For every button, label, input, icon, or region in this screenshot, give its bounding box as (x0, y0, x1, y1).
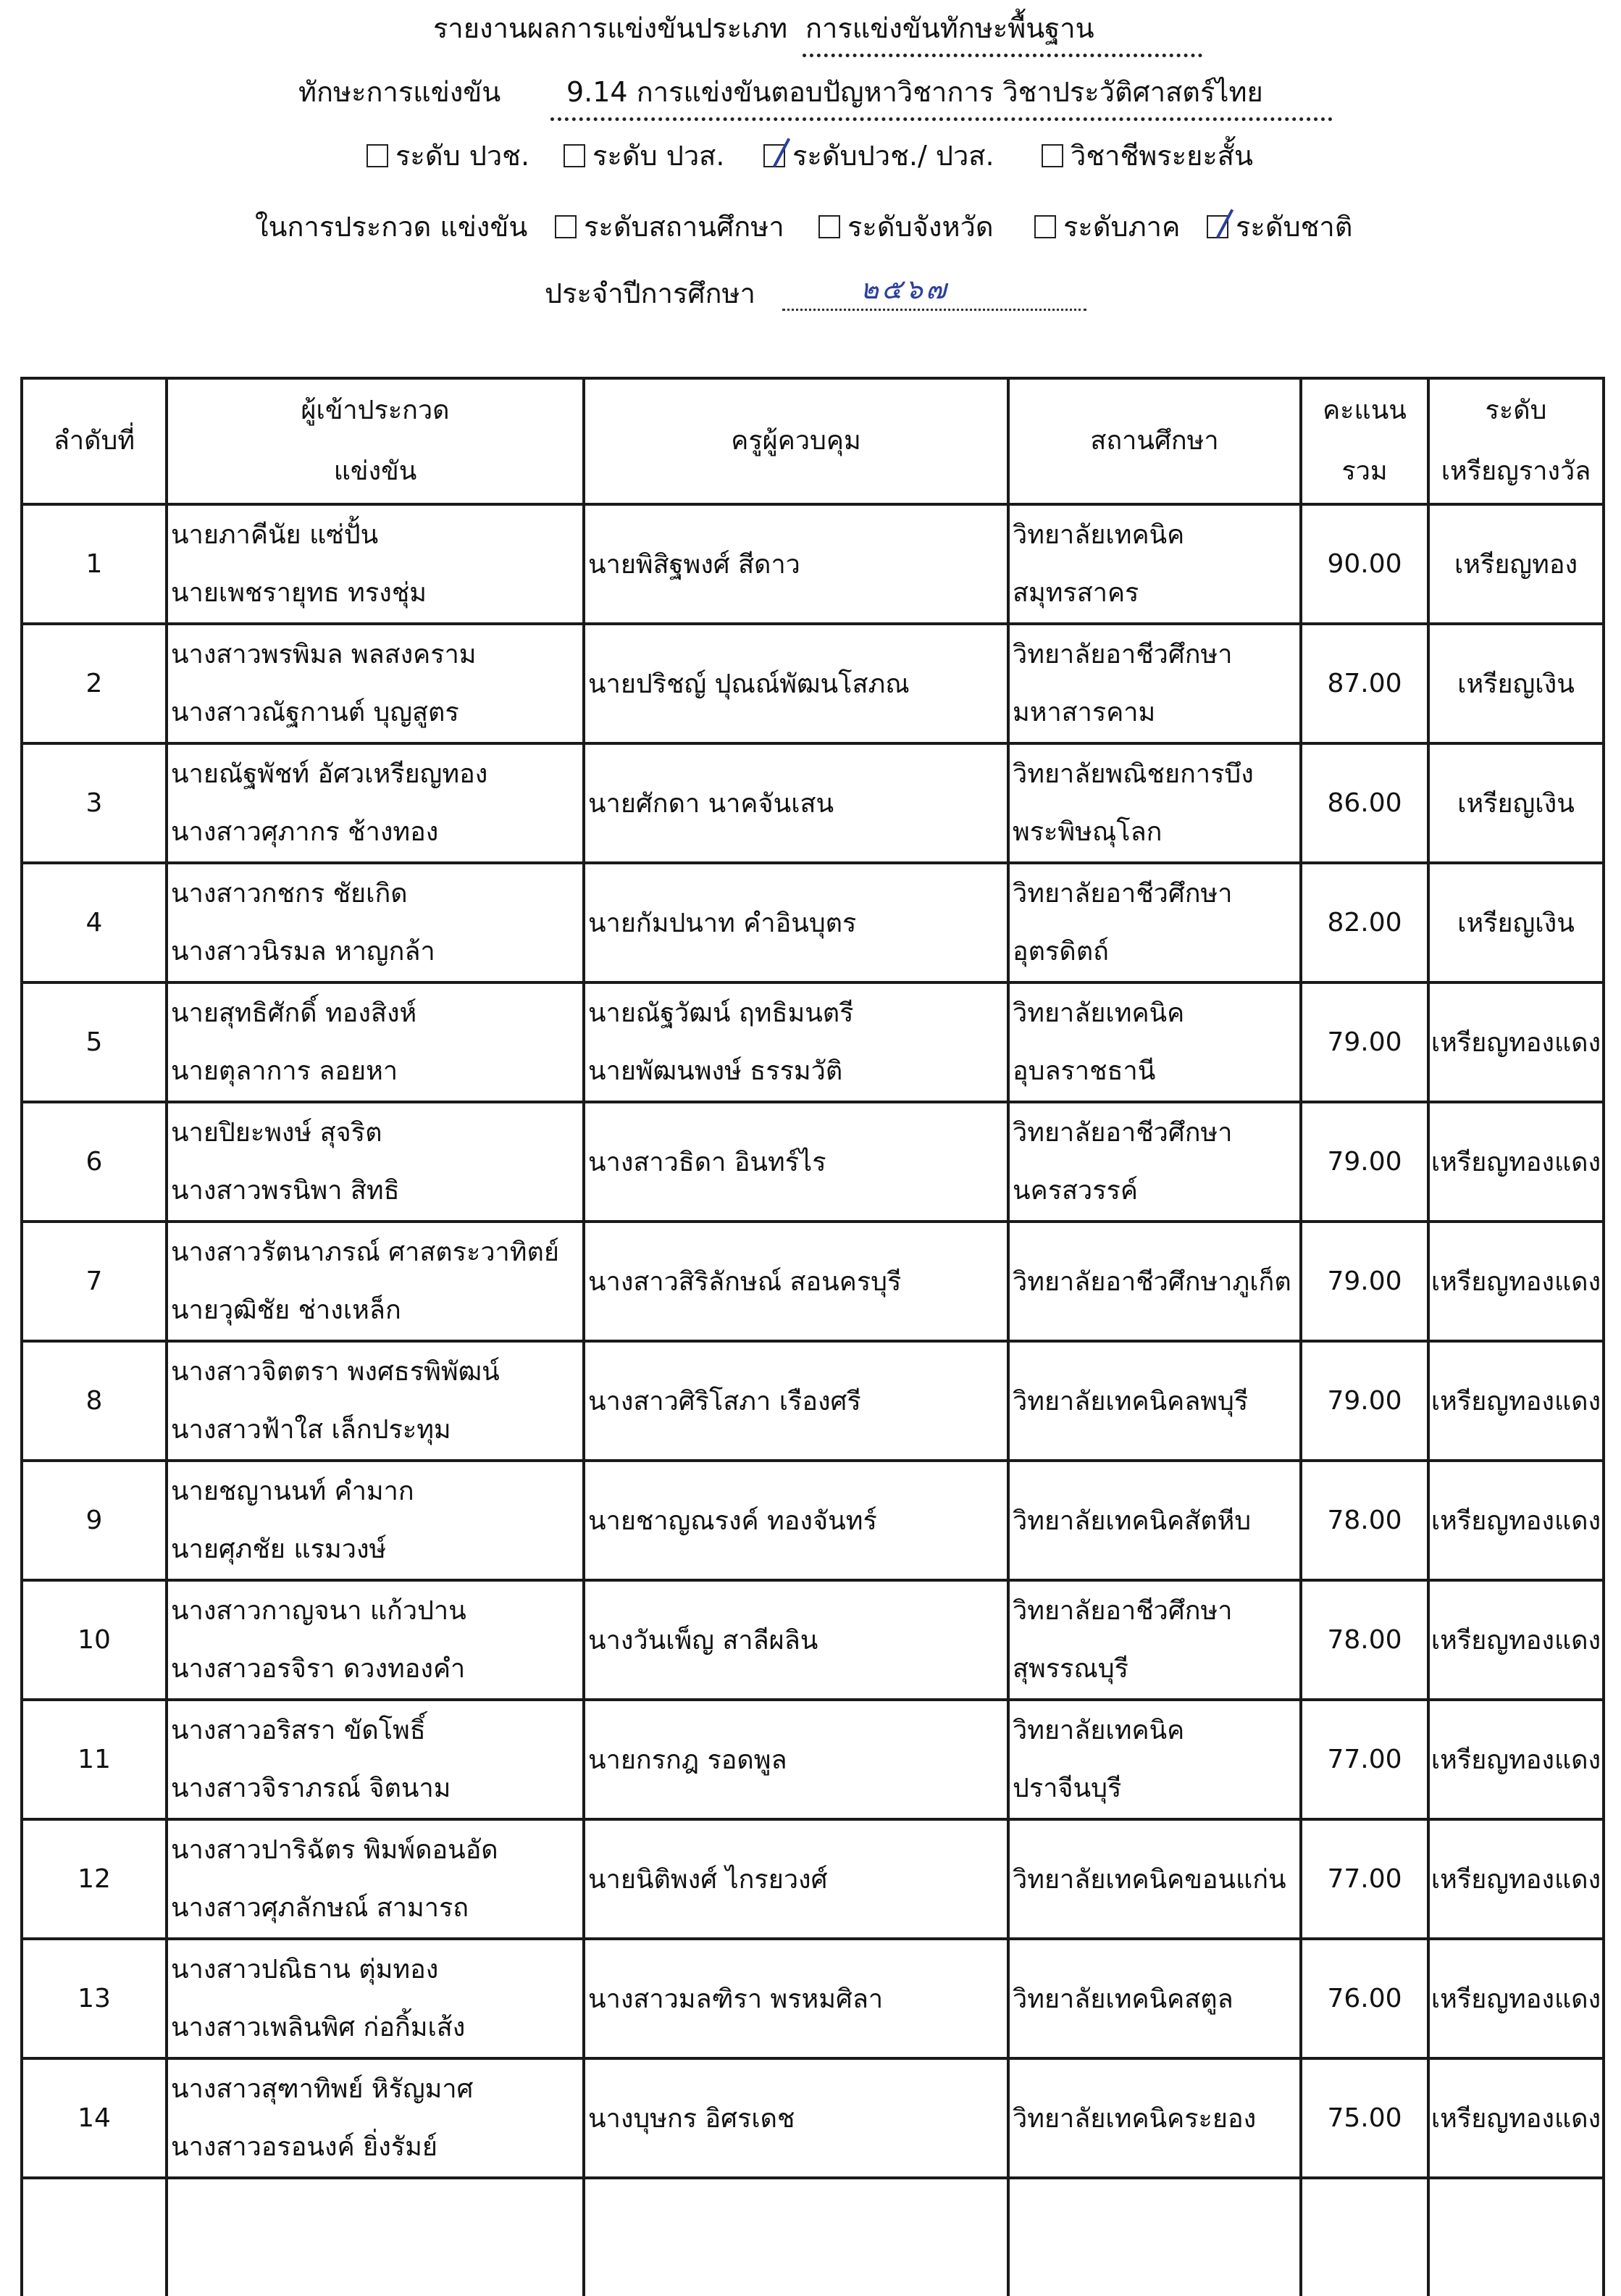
empty-cell (167, 2178, 584, 2296)
total-score: 75.00 (1301, 2058, 1428, 2178)
teacher-names: นางวันเพ็ญ สาลีผลิน (584, 1580, 1008, 1700)
school-name: วิทยาลัยเทคนิคลพบุรี (1008, 1341, 1301, 1461)
school-name: วิทยาลัยเทคนิค สมุทรสาคร (1008, 504, 1301, 624)
total-score: 79.00 (1301, 1222, 1428, 1341)
row-number: 14 (22, 2058, 167, 2178)
report-type-value: การแข่งขันทักษะพื้นฐาน (805, 12, 1094, 44)
award-level: เหรียญทองแดง (1428, 1461, 1604, 1580)
contest-option-national[interactable]: ระดับชาติ (1207, 204, 1352, 249)
award-level: เหรียญทองแดง (1428, 1700, 1604, 1819)
award-level: เหรียญเงิน (1428, 863, 1604, 982)
skill-value: 9.14 การแข่งขันตอบปัญหาวิชาการ วิชาประวัติศาสตร์ไทย (566, 76, 1263, 108)
total-score: 90.00 (1301, 504, 1428, 624)
row-number: 8 (22, 1341, 167, 1461)
total-score: 77.00 (1301, 1819, 1428, 1939)
school-name: วิทยาลัยอาชีวศึกษา สุพรรณบุรี (1008, 1580, 1301, 1700)
teacher-names: นายศักดา นาคจันเสน (584, 743, 1008, 863)
row-number: 3 (22, 743, 167, 863)
award-level: เหรียญทอง (1428, 504, 1604, 624)
checkbox-icon[interactable] (1042, 144, 1063, 167)
school-name: วิทยาลัยเทคนิคขอนแก่น (1008, 1819, 1301, 1939)
empty-cell (22, 2178, 167, 2296)
school-name: วิทยาลัยพณิชยการบึง พระพิษณุโลก (1008, 743, 1301, 863)
school-name: วิทยาลัยเทคนิคสตูล (1008, 1939, 1301, 2058)
table-row (22, 1461, 1604, 1580)
total-score: 78.00 (1301, 1461, 1428, 1580)
teacher-names: นางบุษกร อิศรเดช (584, 2058, 1008, 2178)
table-row (22, 504, 1604, 624)
checkbox-icon[interactable] (564, 144, 585, 167)
row-number: 9 (22, 1461, 167, 1580)
dotted-underline (803, 54, 1202, 57)
col-header-number: ลำดับที่ (22, 378, 167, 504)
contestant-names: นางสาวอริสรา ขัดโพธิ์ นางสาวจิราภรณ์ จิตนาม (167, 1700, 584, 1819)
table-row-partial (22, 2178, 1604, 2296)
checked-checkbox-icon[interactable] (763, 144, 785, 167)
contest-label: ในการประกวด แข่งขัน (255, 211, 528, 243)
table-row (22, 1580, 1604, 1700)
award-level: เหรียญทองแดง (1428, 2058, 1604, 2178)
level-option-high-vocational-cert[interactable]: ระดับ ปวส. (564, 133, 724, 178)
award-level: เหรียญเงิน (1428, 624, 1604, 743)
checkbox-icon[interactable] (1034, 215, 1056, 238)
checkbox-icon[interactable] (555, 215, 577, 238)
row-number: 11 (22, 1700, 167, 1819)
total-score: 79.00 (1301, 1341, 1428, 1461)
empty-cell (1008, 2178, 1301, 2296)
contest-option-school[interactable]: ระดับสถานศึกษา (555, 204, 784, 249)
total-score: 87.00 (1301, 624, 1428, 743)
report-type-label: รายงานผลการแข่งขันประเภท (433, 12, 788, 44)
contestant-names: นายสุทธิศักดิ์ ทองสิงห์ นายตุลาการ ลอยหา (167, 982, 584, 1102)
teacher-names: นายปริชญ์ ปุณณ์พัฒนโสภณ (584, 624, 1008, 743)
contestant-names: นางสาวรัตนาภรณ์ ศาสตระวาทิตย์ นายวุฒิชัย ช่างเหล็ก (167, 1222, 584, 1341)
table-row (22, 863, 1604, 982)
row-number: 6 (22, 1102, 167, 1222)
contestant-names: นางสาวกชกร ชัยเกิด นางสาวนิรมล หาญกล้า (167, 863, 584, 982)
level-option-short-course[interactable]: วิชาชีพระยะสั้น (1042, 133, 1253, 178)
award-level: เหรียญทองแดง (1428, 1341, 1604, 1461)
teacher-names: นายณัฐวัฒน์ ฤทธิมนตรี นายพัฒนพงษ์ ธรรมวัติ (584, 982, 1008, 1102)
award-level: เหรียญทองแดง (1428, 1222, 1604, 1341)
results-table (20, 377, 1605, 2296)
total-score: 78.00 (1301, 1580, 1428, 1700)
empty-cell (1301, 2178, 1428, 2296)
dotted-underline (550, 117, 1333, 121)
contestant-names: นางสาวปาริฉัตร พิมพ์ดอนอัด นางสาวศุภลักษณ์ สามารถ (167, 1819, 584, 1939)
school-name: วิทยาลัยเทคนิค ปราจีนบุรี (1008, 1700, 1301, 1819)
row-number: 12 (22, 1819, 167, 1939)
level-option-both[interactable]: ระดับปวช./ ปวส. (763, 133, 994, 178)
table-row (22, 1700, 1604, 1819)
award-level: เหรียญทองแดง (1428, 982, 1604, 1102)
award-level: เหรียญทองแดง (1428, 1819, 1604, 1939)
year-label: ประจำปีการศึกษา (545, 277, 755, 309)
col-header-school: สถานศึกษา (1008, 378, 1301, 504)
award-level: เหรียญเงิน (1428, 743, 1604, 863)
checkbox-icon[interactable] (366, 144, 388, 167)
table-row (22, 1222, 1604, 1341)
contest-option-province[interactable]: ระดับจังหวัด (818, 204, 994, 249)
table-row (22, 1341, 1604, 1461)
school-name: วิทยาลัยอาชีวศึกษา อุตรดิตถ์ (1008, 863, 1301, 982)
school-name: วิทยาลัยเทคนิคระยอง (1008, 2058, 1301, 2178)
checkbox-icon[interactable] (818, 215, 840, 238)
row-number: 13 (22, 1939, 167, 2058)
award-level: เหรียญทองแดง (1428, 1580, 1604, 1700)
total-score: 79.00 (1301, 982, 1428, 1102)
teacher-names: นางสาวมลฑิรา พรหมศิลา (584, 1939, 1008, 2058)
teacher-names: นางสาวศิริโสภา เรืองศรี (584, 1341, 1008, 1461)
total-score: 79.00 (1301, 1102, 1428, 1222)
total-score: 76.00 (1301, 1939, 1428, 2058)
year-value: ๒๕๖๗ (860, 273, 950, 305)
table-row (22, 743, 1604, 863)
checked-checkbox-icon[interactable] (1207, 215, 1228, 238)
school-name: วิทยาลัยอาชีวศึกษา นครสวรรค์ (1008, 1102, 1301, 1222)
table-header-row (22, 378, 1604, 504)
table-row (22, 624, 1604, 743)
teacher-names: นายพิสิฐพงศ์ สีดาว (584, 504, 1008, 624)
col-header-contestants: ผู้เข้าประกวด แข่งขัน (167, 378, 584, 504)
empty-cell (584, 2178, 1008, 2296)
row-number: 1 (22, 504, 167, 624)
contestant-names: นายชญานนท์ คำมาก นายศุภชัย แรมวงษ์ (167, 1461, 584, 1580)
award-level: เหรียญทองแดง (1428, 1939, 1604, 2058)
teacher-names: นางสาวธิดา อินทร์ไร (584, 1102, 1008, 1222)
contestant-names: นายภาคีนัย แซ่ปั้น นายเพชรายุทธ ทรงชุ่ม (167, 504, 584, 624)
row-number: 2 (22, 624, 167, 743)
col-header-award: ระดับ เหรียญรางวัล (1428, 378, 1604, 504)
row-number: 7 (22, 1222, 167, 1341)
teacher-names: นายกัมปนาท คำอินบุตร (584, 863, 1008, 982)
col-header-teacher: ครูผู้ควบคุม (584, 378, 1008, 504)
row-number: 10 (22, 1580, 167, 1700)
contestant-names: นางสาวปณิธาน ตุ่มทอง นางสาวเพลินพิศ ก่อกิ้มเส้ง (167, 1939, 584, 2058)
level-option-vocational-cert[interactable]: ระดับ ปวช. (366, 133, 529, 178)
school-name: วิทยาลัยอาชีวศึกษา มหาสารคาม (1008, 624, 1301, 743)
total-score: 77.00 (1301, 1700, 1428, 1819)
col-header-score: คะแนน รวม (1301, 378, 1428, 504)
table-row (22, 1102, 1604, 1222)
teacher-names: นางสาวสิริลักษณ์ สอนครบุรี (584, 1222, 1008, 1341)
contestant-names: นายณัฐพัชท์ อัศวเหรียญทอง นางสาวศุภากร ช้างทอง (167, 743, 584, 863)
school-name: วิทยาลัยอาชีวศึกษาภูเก็ต (1008, 1222, 1301, 1341)
total-score: 86.00 (1301, 743, 1428, 863)
contestant-names: นางสาวจิตตรา พงศธรพิพัฒน์ นางสาวฟ้าใส เล็กประทุม (167, 1341, 584, 1461)
skill-label: ทักษะการแข่งขัน (298, 76, 501, 108)
contestant-names: นางสาวพรพิมล พลสงคราม นางสาวณัฐกานต์ บุญสูตร (167, 624, 584, 743)
total-score: 82.00 (1301, 863, 1428, 982)
school-name: วิทยาลัยเทคนิคสัตหีบ (1008, 1461, 1301, 1580)
table-row (22, 1939, 1604, 2058)
award-level: เหรียญทองแดง (1428, 1102, 1604, 1222)
row-number: 5 (22, 982, 167, 1102)
teacher-names: นายนิติพงศ์ ไกรยวงศ์ (584, 1819, 1008, 1939)
dotted-underline (782, 309, 1086, 311)
contestant-names: นางสาวสุฑาทิพย์ หิรัญมาศ นางสาวอรอนงค์ ยิ่งรัมย์ (167, 2058, 584, 2178)
table-row (22, 982, 1604, 1102)
teacher-names: นายชาญณรงค์ ทองจันทร์ (584, 1461, 1008, 1580)
empty-cell (1428, 2178, 1604, 2296)
teacher-names: นายกรกฎ รอดพูล (584, 1700, 1008, 1819)
contest-option-region[interactable]: ระดับภาค (1034, 204, 1180, 249)
contestant-names: นางสาวกาญจนา แก้วปาน นางสาวอรจิรา ดวงทองคำ (167, 1580, 584, 1700)
contestant-names: นายปิยะพงษ์ สุจริต นางสาวพรนิพา สิทธิ (167, 1102, 584, 1222)
table-row (22, 1819, 1604, 1939)
row-number: 4 (22, 863, 167, 982)
table-row (22, 2058, 1604, 2178)
school-name: วิทยาลัยเทคนิค อุบลราชธานี (1008, 982, 1301, 1102)
